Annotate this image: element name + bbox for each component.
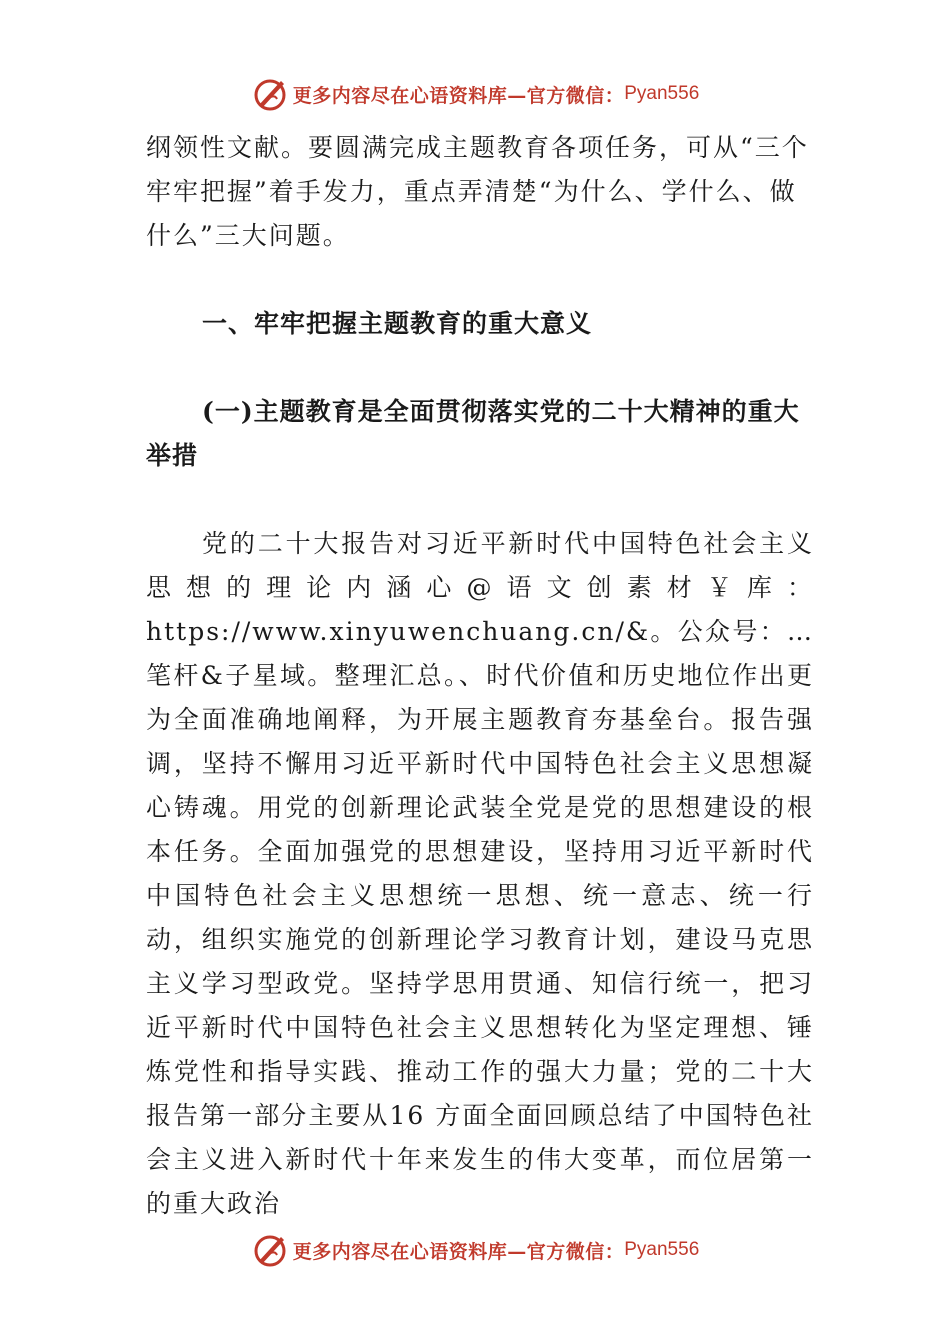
body-paragraph: 党的二十大报告对习近平新时代中国特色社会主义思想的理论内涵心@语文创素材￥库：https://www.xinyuwenchuang.cn/&。公众号：…笔杆&子星域。整理汇总。、时代价值和历史地位作出更为全面准确地阐释，为开展主题教育夯基垒台。报告强调，坚持不懈用习近平新时代中国特色社会主义思想凝心铸魂。用党的创新理论武装全党是党的思想建设的根本任务。全面加强党的思想建设，坚持用习近平新时代中国特色社会主义思想统一思想、统一意志、统一行动，组织实施党的创新理论学习教育计划，建设马克思主义学习型政党。坚持学思用贯通、知信行统一，把习近平新时代中国特色社会主义思想转化为坚定理想、锤炼党性和指导实践、推动工作的强大力量；党的二十大报告第一部分主要从16 方面全面回顾总结了中国特色社会主义进入新时代十年来发生的伟大变革，而位居第一的重大政治: [146, 529, 814, 1218]
footer-banner-text: 更多内容尽在心语资料库—官方微信：: [292, 1240, 625, 1263]
section-heading: 一、牢牢把握主题教育的重大意义: [202, 309, 593, 338]
subsection-heading: (一)主题教育是全面贯彻落实党的二十大精神的重大举措: [146, 397, 800, 470]
pen-logo-icon: [251, 1231, 289, 1269]
footer-banner: [0, 1228, 950, 1272]
intro-paragraph: 纲领性文献。要圆满完成主题教育各项任务，可从“三个牢牢把握”着手发力，重点弄清楚“为什么、学什么、做什么”三大问题。: [146, 133, 809, 250]
header-banner-id: Pyan556: [624, 83, 700, 104]
pen-logo-icon: [251, 75, 289, 113]
document-body: [146, 126, 814, 1226]
footer-banner-id: Pyan556: [624, 1239, 700, 1260]
header-banner: [0, 72, 950, 116]
header-banner-text: 更多内容尽在心语资料库—官方微信：: [292, 84, 625, 107]
